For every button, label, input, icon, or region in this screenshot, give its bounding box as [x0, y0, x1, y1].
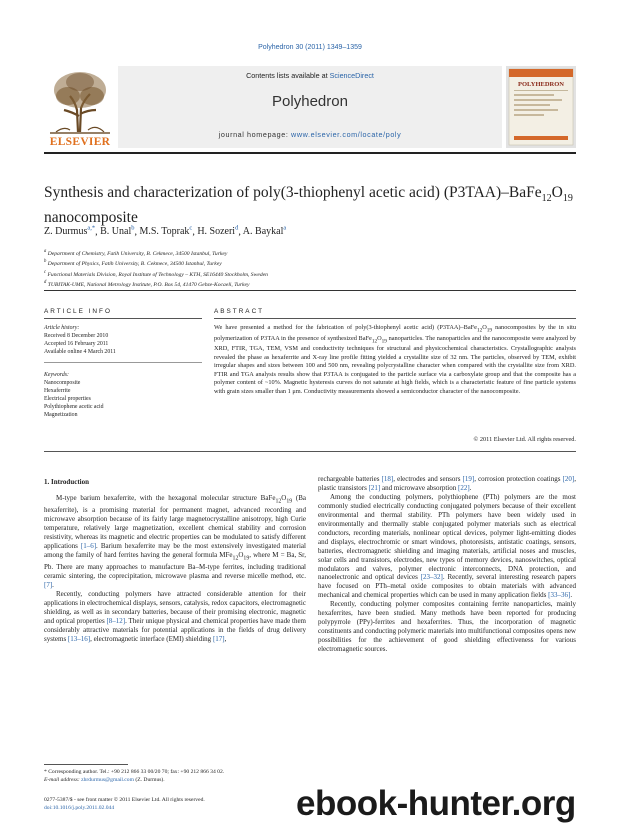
footnote-line — [44, 769, 306, 777]
article-history — [44, 324, 202, 356]
title-text: nanocomposite — [44, 209, 138, 227]
body-paragraph — [318, 475, 576, 493]
abstract-span: We have presented a method for the fabrication of poly(3-thiophenyl acetic acid) (P3TAA)–BaFe — [214, 324, 477, 331]
watermark-text: ebook-hunter.org — [296, 784, 576, 823]
contents-availability — [118, 71, 502, 80]
reference-link[interactable]: [17] — [212, 635, 225, 644]
author-name: H. Sozeri — [197, 226, 236, 238]
author-affiliation-mark[interactable]: b — [131, 225, 135, 232]
affiliation — [44, 279, 576, 289]
article-info-heading: ARTICLE INFO — [44, 308, 112, 315]
corresponding-author-footnote — [44, 769, 306, 784]
text-span: , corrosion protection coatings — [474, 475, 563, 483]
text-span: , — [224, 635, 227, 644]
subscript: 12 — [232, 555, 239, 562]
doi-link[interactable]: doi:10.1016/j.poly.2011.02.044 — [44, 804, 115, 811]
author-affiliation-mark[interactable]: a,* — [87, 225, 96, 232]
body-paragraph: Recently, conducting polymer composites containing ferrite nanoparticles, mainly hexaferrites, have been studied. Many methods have been reported for producing polypyrrole (PPy)-ferrites and hexaferrites. Thus, the incorporation of magnetic constituents and conducting polymeric materials into multifunctional composites opens new possibilities for the achievement of good shielding effectiveness for various electromagnetic sources. — [318, 600, 576, 654]
cover-thumbnail-icon — [506, 66, 576, 148]
history-date: Available online 4 March 2011 — [44, 349, 116, 356]
reference-link[interactable]: [23–32] — [420, 573, 443, 582]
journal-citation[interactable]: Polyhedron 30 (2011) 1349–1359 — [258, 44, 362, 51]
article-title — [44, 183, 576, 227]
author-name: B. Unal — [100, 226, 132, 238]
author[interactable] — [139, 226, 192, 237]
abstract-subscript: 12 — [371, 337, 378, 344]
text-span: . — [469, 483, 472, 492]
publisher-wordmark: ELSEVIER — [49, 136, 111, 148]
affiliation — [44, 248, 576, 258]
elsevier-logo — [44, 66, 116, 148]
footnote-mark: * — [44, 769, 47, 775]
affiliation-mark: b — [44, 259, 47, 265]
text-span: . Their unique physical and chemical properties have made them considerably attractive materials for potential applications in the fields of drug delivery systems — [44, 617, 306, 644]
reference-link[interactable]: [21] — [368, 483, 381, 492]
reference-link[interactable]: [1–6] — [80, 542, 97, 551]
text-span: Among the conducting polymers, polythiophene (PTh) polymers are the most commonly studied electrically conducting conjugated polymers because of their excellent environmental and thermal stability. PTh polymers have been widely used in environmentally and thermally stable conjugated polymer materials such as electrical conductors, recording materials, nonlinear optical devices, polymer light-emitting diodes and displays, electrochromic or smart windows, photoresists, antistatic coatings, sensors, batteries, electromagnetic shielding and imaging materials, artificial noses and muscles, solar cells and transistors, electrodes, new types of memory devices, nanoswitches, optical modulators and valves, polymer electronic interconnects, DNA protection, and nanoelectronic and optical devices — [318, 492, 576, 582]
abstract-subscript: 19 — [486, 327, 493, 334]
text-span: O — [238, 551, 244, 560]
journal-masthead — [44, 66, 576, 148]
author-separator: , — [134, 226, 140, 238]
author-separator: , — [238, 226, 243, 238]
abstract-subscript: 19 — [381, 337, 387, 344]
subscript: 19 — [243, 555, 250, 562]
abstract-end-divider — [44, 451, 576, 452]
author-list — [44, 225, 576, 237]
journal-homepage — [118, 130, 502, 139]
text-span: M-type barium hexaferrite, with the hexagonal molecular structure BaFe — [56, 494, 276, 502]
text-span: , electrodes and sensors — [393, 475, 463, 483]
title-subscript: 19 — [562, 193, 573, 205]
reference-link[interactable]: [13–16] — [67, 635, 91, 644]
author[interactable] — [100, 226, 134, 237]
homepage-link[interactable]: www.elsevier.com/locate/poly — [291, 130, 402, 139]
author-affiliation-mark[interactable]: d — [235, 225, 239, 232]
affiliation-text: TUBITAK-UME, National Metrology Institute, P.O. Box 54, 41470 Gebze-Kocaeli, Turkey — [47, 282, 250, 289]
affiliation-text: Department of Physics, Fatih University, B. Cekmece, 34500 Istanbul, Turkey — [47, 261, 222, 268]
body-paragraph — [44, 590, 306, 644]
body-paragraph — [44, 494, 306, 590]
reference-link[interactable]: [7] — [44, 581, 53, 590]
author-name: Z. Durmus — [44, 226, 88, 238]
reference-link[interactable]: [19] — [462, 475, 475, 483]
history-date: Received 8 December 2010 — [44, 333, 109, 340]
abstract-heading: ABSTRACT — [214, 308, 265, 315]
keyword: Electrical properties — [44, 396, 91, 403]
header-divider — [44, 152, 576, 154]
section-heading-introduction: 1. Introduction — [44, 478, 89, 486]
affiliation-divider — [44, 290, 576, 291]
abstract-divider — [214, 318, 576, 319]
footnote-line — [44, 777, 306, 785]
body-paragraph — [318, 493, 576, 600]
contents-prefix: Contents lists available at — [246, 71, 330, 80]
affiliation-mark: a — [44, 249, 47, 254]
email-label: E-mail address: — [44, 776, 82, 783]
text-span: , plastic transistors — [318, 475, 576, 492]
abstract-span: O — [377, 334, 382, 342]
title-subscript: 12 — [541, 193, 552, 205]
history-label: Article history: — [44, 325, 80, 331]
subscript: 19 — [286, 498, 293, 505]
affiliation-mark: c — [44, 269, 47, 275]
history-date: Accepted 16 February 2011 — [44, 341, 109, 348]
reference-link[interactable]: [18] — [381, 475, 394, 483]
text-span: , electromagnetic interface (EMI) shielding — [90, 635, 213, 644]
issn-line: 0277-5387/$ - see front matter © 2011 Elsevier Ltd. All rights reserved. — [44, 797, 205, 803]
text-span: and microwave absorption — [380, 483, 458, 492]
affiliation-mark: d — [44, 280, 47, 286]
affiliation — [44, 258, 576, 268]
author-email-link[interactable]: zhrdurmus@gmail.com — [81, 776, 134, 783]
body-column-right — [318, 475, 576, 654]
keyword: Nanocomposite — [44, 380, 81, 387]
publication-info — [44, 797, 306, 812]
affiliation — [44, 269, 576, 279]
article-info-divider — [44, 318, 202, 319]
journal-cover-image — [506, 66, 576, 148]
keyword: Polythiophene acetic acid — [44, 404, 104, 411]
affiliation-text: Functional Materials Division, Royal Institute of Technology – KTH, SE16440 Stockholm, Sweden — [47, 271, 268, 278]
reference-link[interactable]: [20] — [562, 475, 575, 483]
keyword-list — [44, 371, 202, 420]
keyword: Hexaferrite — [44, 388, 71, 395]
affiliation-text: Department of Chemistry, Fatih University, B. Cekmece, 34500 Istanbul, Turkey — [47, 250, 228, 257]
subscript: 12 — [275, 498, 282, 505]
text-span: , where M = Ba, Sr, Pb. There are many approaches to manufacture Ba–M-type ferrites, including traditional ceramic sintering, the coprecipitation, microwave plasma and reverse micelle method, etc. — [44, 551, 306, 581]
author[interactable] — [197, 226, 238, 237]
cover-title: POLYHEDRON — [518, 81, 564, 88]
text-span: (Ba hexaferrite), is a promising material for permanent magnet, advanced recording and microwave absorption because of its fairly large magnetocrystalline anisotropy, high Curie temperature, relatively large magnetization, excellent chemical stability and corrosion resistivity, whereas its magnetic and electric properties can be modulated to satisfy different applications — [44, 494, 307, 551]
abstract-text — [214, 324, 576, 396]
copyright-notice: © 2011 Elsevier Ltd. All rights reserved. — [473, 436, 576, 443]
author-affiliation-mark[interactable]: a — [283, 225, 287, 232]
text-span: . Barium hexaferrite may be the most extensively investigated material among the family of hard ferrites having the general formula MFe — [44, 542, 306, 560]
author-affiliation-mark[interactable]: c — [189, 225, 193, 232]
text-span: O — [281, 494, 287, 502]
text-span: . Recently, several interesting research papers have focused on PTh–metal oxide composites to obtain materials with advanced mechanical and chemical properties which can be used in many application fields — [318, 573, 576, 600]
author[interactable] — [243, 226, 286, 237]
abstract-span: O — [482, 324, 487, 331]
title-text: O — [551, 184, 563, 201]
abstract-span: nanoparticles. The nanoparticles and the nanocomposite were analyzed by XRD, FTIR, TGA, TEM, VSM and conductivity techniques for structural and physicochemical characteristics. Crystallographic analysis revealed the phase as hexaferrite and X-ray line profile fitting yielded a crystallite size of 32 nm. The particles, observed by TEM, exhibit irregular shapes and sizes between 100 and 500 nm, revealing polycrystalline character when compared with the crystallite size from XRD. FTIR and TGA analysis results show that P3TAA is conjugated to the particle surface via a carboxylate group and that the composite has a polymer content of ~10%. Magnetic hysteresis curves do not saturate at high fields, which is a characteristic feature of fine particle systems with grain sizes smaller than 1 μm. Conductivity measurements showed a semiconductor character of the nanocomposite. — [214, 334, 576, 395]
author-name: A. Baykal — [242, 226, 284, 238]
reference-link[interactable]: [8–12] — [106, 617, 126, 626]
keyword: Magnetization — [44, 412, 78, 419]
text-span: Recently, conducting polymers have attracted considerable attention for their applications in electrochemical displays, sensors, catalysis, redox capacitors, electromagnetic shielding, as well as in secondary batteries, because of their promising electronic, magnetic and optical properties — [44, 590, 306, 626]
text-span: rechargeable batteries — [318, 475, 382, 483]
affiliation-list — [44, 248, 576, 290]
author-name: M.S. Toprak — [139, 226, 190, 238]
author[interactable] — [44, 226, 95, 237]
keywords-label: Keywords: — [44, 372, 69, 378]
body-column-left — [44, 494, 306, 644]
reference-link[interactable]: [22] — [458, 483, 470, 492]
journal-name: Polyhedron — [272, 93, 348, 110]
author-separator: , — [192, 226, 198, 238]
footnote-divider — [44, 764, 128, 765]
journal-banner — [118, 66, 502, 148]
abstract-span: nanocomposites by the in situ polymerization of P3TAA in the presence of synthesized BaFe — [214, 324, 576, 342]
author-separator: , — [95, 226, 101, 238]
abstract-subscript: 12 — [476, 327, 483, 334]
elsevier-tree-icon — [44, 66, 116, 148]
email-suffix: (Z. Durmus). — [133, 776, 165, 783]
keywords-divider — [44, 362, 202, 363]
text-span: . — [52, 581, 54, 590]
text-span: . — [570, 591, 573, 600]
title-text: Synthesis and characterization of poly(3-thiophenyl acetic acid) (P3TAA)–BaFe — [44, 184, 542, 201]
reference-link[interactable]: [33–36] — [548, 591, 571, 600]
sciencedirect-link[interactable]: ScienceDirect — [329, 71, 374, 80]
footnote-text: Corresponding author. Tel.: +90 212 866 33 00/20 70; fax: +90 212 866 34 02. — [46, 769, 225, 775]
homepage-prefix: journal homepage: — [218, 130, 292, 139]
